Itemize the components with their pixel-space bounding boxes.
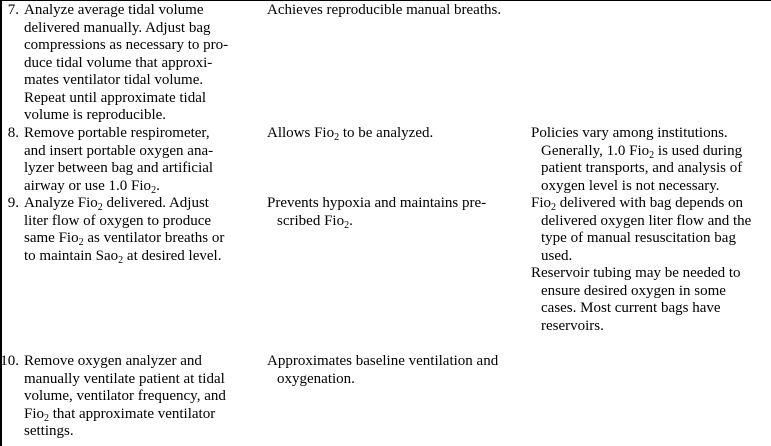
text-segment: mates ventilator tidal volume. xyxy=(24,72,204,88)
step-number: 10. xyxy=(0,353,19,369)
text-segment: to maintain Sao xyxy=(24,247,119,264)
text-segment: volume, ventilator frequency, and xyxy=(24,388,226,404)
text-segment: manually ventilate patient at tidal xyxy=(24,370,225,387)
text-segment: Remove portable respirometer, xyxy=(24,125,210,141)
notes-cell xyxy=(531,125,742,195)
text-segment: cases. Most current bags have xyxy=(541,300,721,316)
text-segment: Generally, 1.0 Fio xyxy=(541,142,650,159)
text-line xyxy=(531,195,751,213)
text-segment: volume is reproducible. xyxy=(24,107,167,123)
subscript: 2 xyxy=(118,254,124,266)
text-line xyxy=(24,72,228,90)
action-cell xyxy=(24,125,213,195)
subscript: 2 xyxy=(44,412,50,424)
step-number: 9. xyxy=(7,195,19,211)
text-line xyxy=(267,213,486,231)
text-segment: Fio xyxy=(531,195,552,211)
text-segment: lyzer between bag and artificial xyxy=(24,160,214,176)
text-segment: delivered oxygen liter flow and the xyxy=(541,212,752,229)
text-segment: oxygenation. xyxy=(277,370,355,387)
text-line xyxy=(24,125,213,143)
text-line xyxy=(24,107,228,125)
text-line xyxy=(531,283,751,301)
step-number: 7. xyxy=(7,2,19,18)
text-line xyxy=(531,300,751,318)
text-segment: Analyze average tidal volume xyxy=(24,2,204,18)
table-left-rule xyxy=(0,0,2,446)
text-line xyxy=(24,2,228,20)
text-segment: Analyze Fio xyxy=(24,195,98,211)
text-line xyxy=(24,143,213,161)
text-segment: . xyxy=(156,177,160,194)
text-line xyxy=(24,353,226,371)
text-segment: compressions as necessary to pro- xyxy=(24,37,229,53)
text-segment: airway or use 1.0 Fio xyxy=(24,177,152,194)
text-line xyxy=(531,213,751,231)
text-line xyxy=(267,195,486,213)
subscript: 2 xyxy=(78,237,84,248)
text-segment: reservoirs. xyxy=(541,317,604,334)
text-segment: Prevents hypoxia and maintains pre- xyxy=(267,195,487,211)
text-line xyxy=(531,318,751,336)
text-line xyxy=(24,20,228,38)
text-segment: delivered manually. Adjust bag xyxy=(24,19,211,36)
text-segment: Approximates baseline ventilation and xyxy=(267,353,499,369)
text-segment: scribed Fio xyxy=(277,212,345,229)
text-line xyxy=(24,371,226,389)
text-line xyxy=(531,178,742,196)
text-segment: Reservoir tubing may be needed to xyxy=(531,265,741,281)
action-cell xyxy=(24,2,228,125)
text-segment: Fio xyxy=(24,405,45,422)
rationale-cell xyxy=(267,353,498,388)
text-segment: to be analyzed. xyxy=(339,125,434,141)
table-top-rule xyxy=(0,0,771,1)
note-paragraph xyxy=(531,195,751,265)
text-line xyxy=(24,160,213,178)
text-line xyxy=(24,178,213,196)
text-line xyxy=(24,248,224,266)
rationale-cell xyxy=(267,125,433,143)
text-segment: Repeat until approximate tidal xyxy=(24,89,207,106)
text-line xyxy=(267,353,498,371)
subscript: 2 xyxy=(151,184,157,196)
text-segment: Remove oxygen analyzer and xyxy=(24,353,202,369)
text-segment: same Fio xyxy=(24,230,79,246)
note-paragraph xyxy=(531,265,751,335)
rationale-cell xyxy=(267,195,486,230)
text-segment: ensure desired oxygen in some xyxy=(541,282,726,299)
subscript: 2 xyxy=(97,202,103,213)
text-segment: used. xyxy=(541,247,573,264)
text-segment: oxygen level is not necessary. xyxy=(541,177,720,194)
subscript: 2 xyxy=(551,202,557,213)
text-line xyxy=(24,195,224,213)
text-line xyxy=(531,143,742,161)
notes-cell xyxy=(531,195,751,335)
subscript: 2 xyxy=(334,132,340,143)
subscript: 2 xyxy=(649,149,655,161)
text-line xyxy=(267,2,501,20)
text-segment: as ventilator breaths or xyxy=(83,230,225,246)
step-number: 8. xyxy=(7,125,19,141)
text-segment: Achieves reproducible manual breaths. xyxy=(267,2,502,18)
action-cell xyxy=(24,195,224,265)
text-segment: delivered with bag depends on xyxy=(556,195,744,211)
text-segment: . xyxy=(349,212,353,229)
text-line xyxy=(24,388,226,406)
text-segment: settings. xyxy=(24,423,74,439)
text-line xyxy=(531,265,751,283)
text-line xyxy=(267,371,498,389)
text-segment: liter flow of oxygen to produce xyxy=(24,212,212,229)
text-line xyxy=(531,125,742,143)
text-segment: Allows Fio xyxy=(267,125,335,141)
text-line xyxy=(24,406,226,424)
text-line xyxy=(24,55,228,73)
text-segment: is used during xyxy=(654,142,743,159)
action-cell xyxy=(24,353,226,441)
text-line xyxy=(24,213,224,231)
text-segment: patient transports, and analysis of xyxy=(541,160,743,176)
text-segment: and insert portable oxygen ana- xyxy=(24,142,214,159)
text-segment: delivered. Adjust xyxy=(102,195,209,211)
text-segment: type of manual resuscitation bag xyxy=(541,230,736,246)
text-line xyxy=(24,90,228,108)
rationale-cell xyxy=(267,2,501,20)
text-line xyxy=(24,230,224,248)
text-line xyxy=(267,125,433,143)
text-line xyxy=(531,230,751,248)
text-line xyxy=(24,37,228,55)
text-segment: at desired level. xyxy=(123,247,222,264)
text-line xyxy=(531,248,751,266)
text-segment: duce tidal volume that approxi- xyxy=(24,54,213,71)
text-segment: Policies vary among institutions. xyxy=(531,125,728,141)
subscript: 2 xyxy=(344,219,350,231)
text-segment: that approximate ventilator xyxy=(49,405,216,422)
text-line xyxy=(24,423,226,441)
text-line xyxy=(531,160,742,178)
note-paragraph xyxy=(531,125,742,195)
